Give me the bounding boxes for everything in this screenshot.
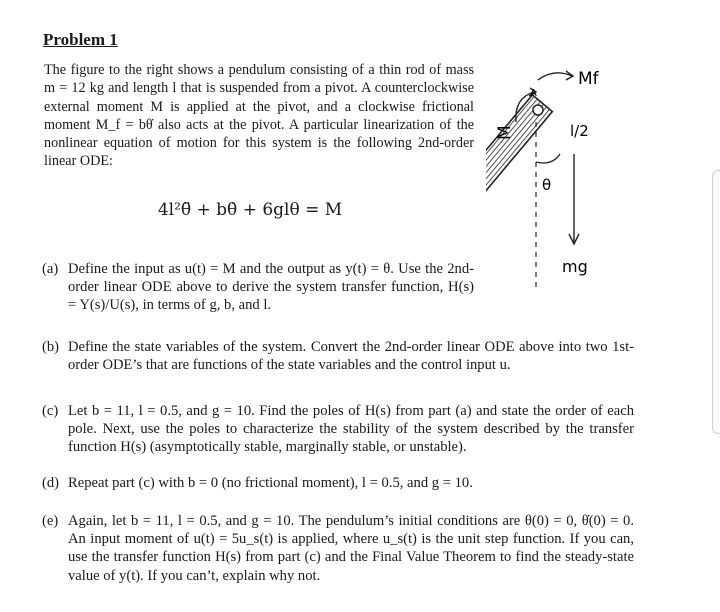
label-A: A <box>530 88 537 99</box>
part-b-label: (b) <box>42 339 60 355</box>
part-d-text: Repeat part (c) with b = 0 (no frictional moment), l = 0.5, and g = 10. <box>68 475 473 491</box>
label-Mf: Mf <box>578 69 599 89</box>
part-c-label: (c) <box>42 403 59 419</box>
pivot-point <box>533 105 543 115</box>
side-panel-edge <box>712 170 720 434</box>
pendulum-figure <box>486 62 656 302</box>
pendulum-rod <box>486 95 552 238</box>
part-e-text: Again, let b = 11, l = 0.5, and g = 10. The pendulum’s initial conditions are θ(0) = 0, θ̇(0) = 0. An input moment of u(t) = 5u_s(t) is applied, where u_s(t) is the unit step function. If you can, use the transfer function H(s) from part (c) and the Final Value Theorem to find the steady-state value of y(t). If you can’t, explain why not. <box>68 513 634 584</box>
part-e-label: (e) <box>42 513 59 529</box>
part-d-label: (d) <box>42 475 60 491</box>
label-M: M <box>495 125 515 140</box>
part-c <box>42 402 634 457</box>
part-a-label: (a) <box>42 261 59 277</box>
label-theta: θ <box>542 176 552 194</box>
problem-title: Problem 1 <box>43 30 118 49</box>
label-mg: mg <box>562 257 588 276</box>
part-b <box>42 338 634 374</box>
part-c-text: Let b = 11, l = 0.5, and g = 10. Find the poles of H(s) from part (a) and state the order of each pole. Next, use the poles to characterize the stability of the system described by the transfer function H(s) (asymptotically stable, marginally stable, or unstable). <box>68 403 634 456</box>
ode-equation: 4l²θ̈ + bθ̇ + 6glθ = M <box>157 200 343 220</box>
problem-intro: The figure to the right shows a pendulum consisting of a thin rod of mass m = 12 kg and length l that is suspended from a pivot. A counterclockwise external moment M is applied at the pivot, and a clockwise frictional moment M_f = bθ̇ also acts at the pivot. A particular linearization of the nonlinear equation of motion for this system is the following 2nd-order linear ODE: <box>44 62 474 170</box>
theta-arc <box>536 154 560 163</box>
part-b-text: Define the state variables of the system. Convert the 2nd-order linear ODE above into two 1st-order ODE’s that are functions of the state variables and the control input u. <box>68 339 634 374</box>
part-d <box>42 474 634 492</box>
part-e <box>42 512 634 585</box>
part-a <box>42 260 474 315</box>
label-half-length: l/2 <box>570 122 589 140</box>
part-a-text: Define the input as u(t) = M and the output as y(t) = θ. Use the 2nd-order linear ODE above to derive the system transfer function, H(s) = Y(s)/U(s), in terms of g, b, and l. <box>68 261 474 314</box>
